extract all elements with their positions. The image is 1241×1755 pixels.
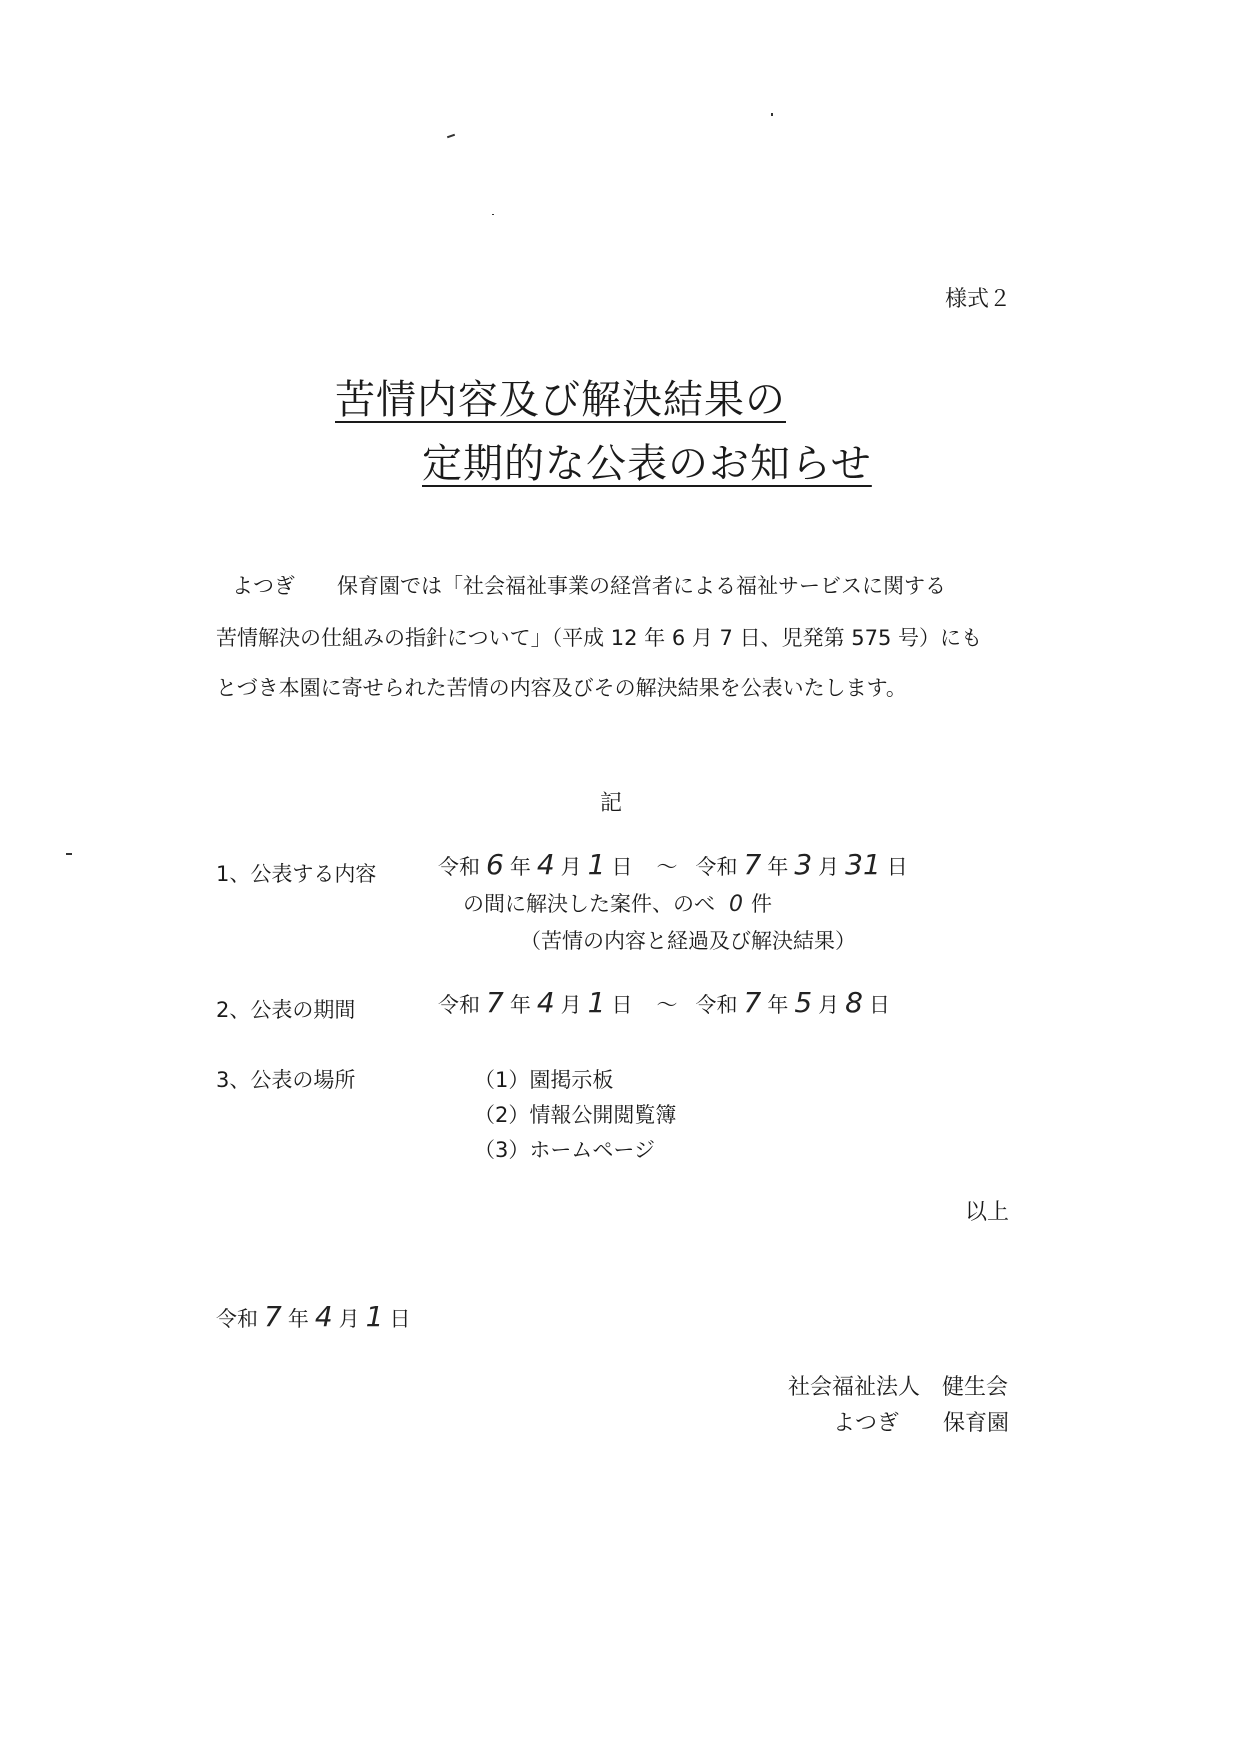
intro-line-2: 苦情解決の仕組みの指針について」（平成 12 年 6 月 7 日、児発第 575 号）にも bbox=[216, 626, 983, 650]
item1-label: 1、公表する内容 bbox=[216, 862, 377, 886]
item2-to-month-unit: 月 bbox=[818, 993, 840, 1017]
date-day: 1 bbox=[365, 1300, 384, 1333]
intro-line-1: よつぎ 保育園では「社会福祉事業の経営者による福祉サービスに関する bbox=[232, 574, 946, 598]
item1-year-unit: 年 bbox=[509, 855, 531, 879]
item3-label: 3、公表の場所 bbox=[216, 1068, 356, 1092]
title-line-2: 定期的な公表のお知らせ bbox=[422, 441, 872, 487]
item2-from-day: 1 bbox=[587, 986, 606, 1019]
item1-from-month: 4 bbox=[536, 848, 555, 881]
item1-to-day: 31 bbox=[845, 848, 881, 881]
title-line-1: 苦情内容及び解決結果の bbox=[335, 377, 786, 423]
item1-month-unit: 月 bbox=[560, 855, 582, 879]
item2-to-year-unit: 年 bbox=[767, 993, 789, 1017]
item2-to-month: 5 bbox=[794, 986, 813, 1019]
ki-heading: 記 bbox=[600, 791, 623, 816]
date-month: 4 bbox=[314, 1300, 333, 1333]
item2-to-era: 令和 bbox=[695, 993, 738, 1017]
item2-to-year: 7 bbox=[743, 986, 762, 1019]
item2-to-day-unit: 日 bbox=[868, 993, 890, 1017]
item1-detail-note: （苦情の内容と経過及び解決結果） bbox=[520, 929, 856, 953]
item1-to-day-unit: 日 bbox=[886, 855, 908, 879]
item2-from-month: 4 bbox=[536, 986, 555, 1019]
item2-day-unit: 日 bbox=[611, 993, 633, 1017]
item2-era: 令和 bbox=[438, 993, 480, 1017]
item1-tilde: ～ bbox=[656, 855, 678, 879]
item1-day-unit: 日 bbox=[611, 855, 633, 879]
item1-count-prefix: の間に解決した案件、のべ bbox=[463, 892, 715, 916]
date-year-unit: 年 bbox=[287, 1307, 309, 1331]
intro-line-3: とづき本園に寄せられた苦情の内容及びその解決結果を公表いたします。 bbox=[216, 676, 907, 700]
item2-tilde: ～ bbox=[656, 993, 678, 1017]
item3-place-3: （3）ホームページ bbox=[474, 1138, 655, 1162]
date-year: 7 bbox=[264, 1300, 282, 1333]
item3-place-1: （1）園掲示板 bbox=[474, 1068, 614, 1092]
closing-mark: 以上 bbox=[965, 1200, 1010, 1225]
item2-label: 2、公表の期間 bbox=[216, 998, 356, 1022]
item2-month-unit: 月 bbox=[560, 993, 582, 1017]
item2-from-year: 7 bbox=[486, 986, 504, 1019]
item1-to-year: 7 bbox=[743, 848, 762, 881]
issue-date bbox=[216, 1300, 416, 1333]
scan-speck bbox=[771, 113, 773, 116]
item1-count-line bbox=[463, 888, 778, 918]
item2-date-range bbox=[438, 986, 896, 1019]
item3-place-2: （2）情報公開閲覧簿 bbox=[474, 1103, 677, 1127]
form-number: 様式２ bbox=[945, 287, 1012, 312]
item2-year-unit: 年 bbox=[509, 993, 531, 1017]
item1-to-month-unit: 月 bbox=[818, 855, 840, 879]
scan-speck bbox=[66, 853, 72, 855]
date-day-unit: 日 bbox=[389, 1307, 411, 1331]
item1-count-unit: 件 bbox=[751, 892, 772, 916]
scan-speck bbox=[447, 134, 455, 139]
item1-date-range bbox=[438, 848, 914, 881]
item1-era: 令和 bbox=[438, 855, 480, 879]
item1-from-year: 6 bbox=[486, 848, 504, 881]
scan-speck bbox=[492, 214, 494, 215]
date-era: 令和 bbox=[216, 1307, 258, 1331]
item1-from-day: 1 bbox=[587, 848, 606, 881]
corporation-name: 社会福祉法人 健生会 bbox=[788, 1375, 1009, 1400]
item1-to-month: 3 bbox=[794, 848, 813, 881]
item1-to-era: 令和 bbox=[695, 855, 738, 879]
item1-count: 0 bbox=[729, 892, 743, 917]
date-month-unit: 月 bbox=[338, 1307, 360, 1331]
item1-to-year-unit: 年 bbox=[767, 855, 789, 879]
school-name: よつぎ 保育園 bbox=[833, 1411, 1010, 1436]
item2-to-day: 8 bbox=[845, 986, 863, 1019]
